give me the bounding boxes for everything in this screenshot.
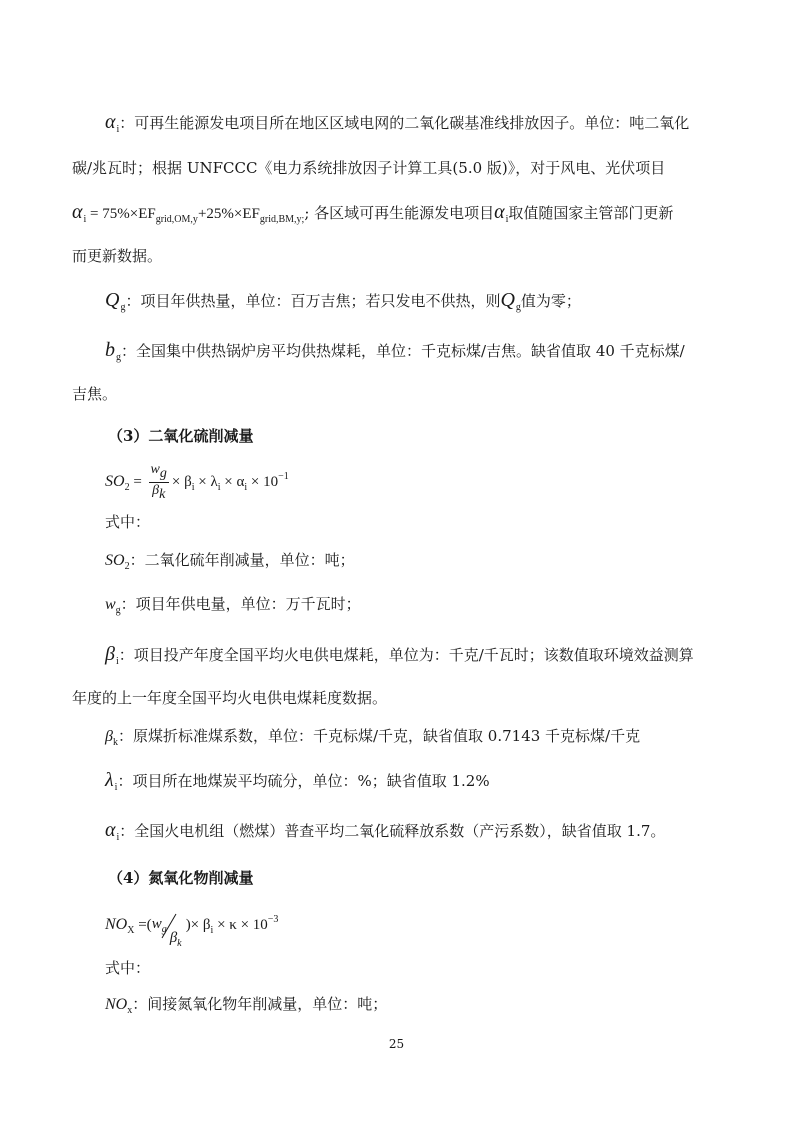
beta-i-def-2: 年度的上一年度全国平均火电供电煤耗度数据。 xyxy=(72,689,388,707)
section-3-heading: （3）二氧化硫削减量 xyxy=(108,427,254,445)
where-label-3: 式中： xyxy=(105,513,151,531)
beta-k-def: $\beta_k$：原煤折标准煤系数，单位：千克标煤/千克，缺省值取 0.7143 千克标煤/千克 xyxy=(105,727,641,748)
so2-formula: $SO_2$ = $\frac{wg}{\beta k}$ × $\beta_i \times \lambda_i \times \alpha_i \times 10^{-1}$ xyxy=(105,461,289,502)
qg-line: $Q_g$：项目年供热量，单位：百万吉焦；若只发电不供热，则$Q_g$值为零； xyxy=(105,289,581,313)
bg-line-2: 吉焦。 xyxy=(72,385,118,403)
alpha-i-line-2: 碳/兆瓦时；根据 UNFCCC《电力系统排放因子计算工具(5.0 版)》，对于风电、光伏项目 xyxy=(72,159,666,177)
where-label-4: 式中： xyxy=(105,959,151,977)
alpha-i-def: $\alpha_i$：全国火电机组（燃煤）普查平均二氧化硫释放系数（产污系数），缺省值取 1.7。 xyxy=(105,819,666,843)
alpha-i-line-4: 而更新数据。 xyxy=(72,247,163,265)
bg-line-1: $b_g$：全国集中供热锅炉房平均供热煤耗，单位：千克标煤/吉焦。缺省值取 40 千克标煤/ xyxy=(105,339,685,363)
so2-fraction: $\frac{wg}{\beta k}$ xyxy=(150,461,167,502)
wg-def: $w_g$：项目年供电量，单位：万千瓦时； xyxy=(105,595,361,616)
nox-formula: $NO_X$ =( $w_g$ $\beta_k$ )× $\beta_i \times \kappa \times 10^{-3}$ xyxy=(105,904,278,947)
so2-def: $SO_2$：二氧化硫年削减量，单位：吨； xyxy=(105,551,355,572)
nox-slash-fraction: $w_g$ $\beta_k$ xyxy=(151,916,182,949)
lambda-i-def: $\lambda_i$：项目所在地煤炭平均硫分，单位：%；缺省值取 1.2% xyxy=(105,769,490,793)
beta-i-def-1: $\beta_i$：项目投产年度全国平均火电供电煤耗，单位为：千克/千瓦时；该数值取环境效益测算 xyxy=(105,643,694,667)
alpha-i-line-3: $\alpha_i = 75\%\times EF_{grid,OM,y}+25\%\times EF_{grid,BM,y;}$; 各区域可再生能源发电项目$\alpha_i$取值随国家主管部门更新 xyxy=(72,201,674,225)
alpha-symbol: α xyxy=(105,111,116,133)
nox-def: $NO_x$：间接氮氧化物年削减量，单位：吨； xyxy=(105,995,388,1016)
alpha-i-line-1: $\alpha_i$：可再生能源发电项目所在地区区域电网的二氧化碳基准线排放因子。单位：吨二氧化 xyxy=(105,111,690,135)
page-number: 25 xyxy=(388,1037,405,1051)
section-4-heading: （4）氮氧化物削减量 xyxy=(108,869,254,887)
